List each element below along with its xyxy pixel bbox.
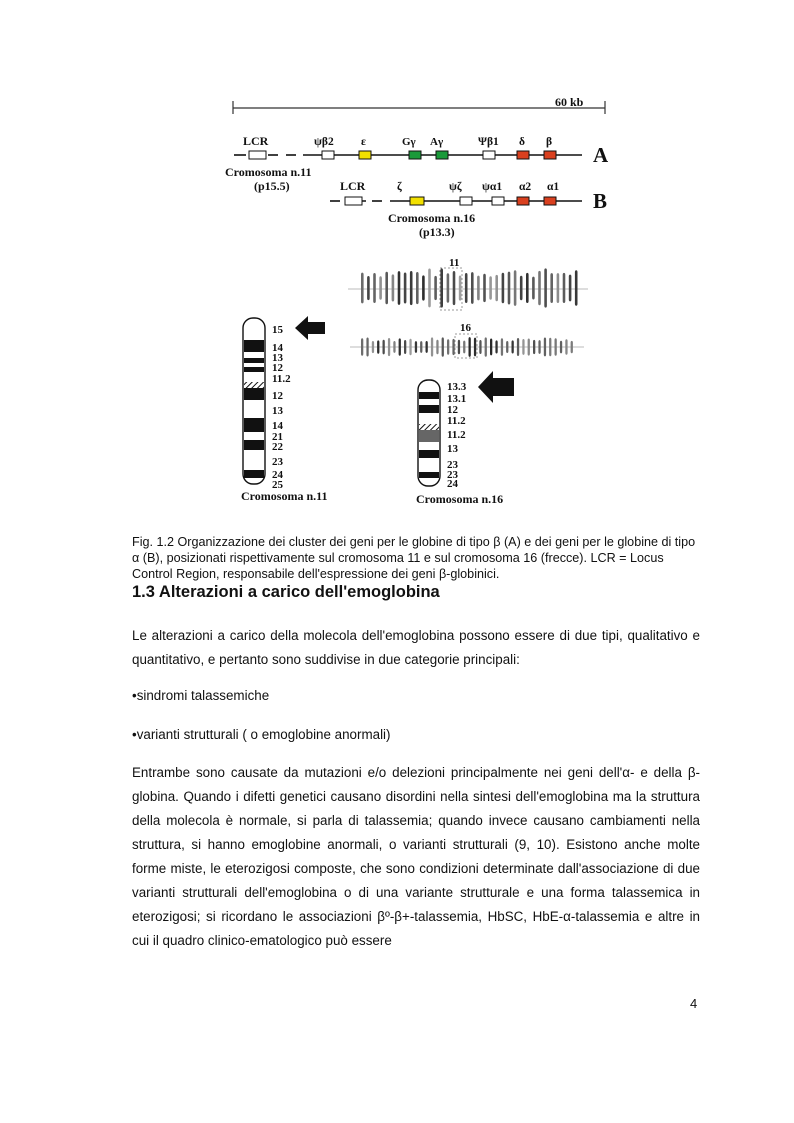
- karyotype-chromosome: [514, 270, 517, 306]
- karyotype-chromosome: [440, 268, 443, 307]
- karyotype-chromosome: [447, 273, 450, 303]
- karyotype-chromosome: [431, 337, 433, 356]
- ideogram-16-band: 13: [447, 443, 458, 455]
- gene-box-a-gamma: [436, 151, 448, 159]
- karyotype-chromosome: [533, 340, 535, 354]
- karyotype-chromosome: [416, 272, 419, 304]
- bullet-item: •varianti strutturali ( o emoglobine anormali): [132, 727, 391, 742]
- karyotype-chromosome: [458, 340, 460, 355]
- paragraph-body: Entrambe sono causate da mutazioni e/o delezioni principalmente nei geni dell'α- e della β-globina. Quando i difetti genetici causano disordini nella sintesi dell'emoglobina ma la struttura della molecola è normale, si parla di talassemia; quando invece causano cambiamenti nella struttura, si hanno emoglobine anormali, o varianti strutturali (9, 10). Esistono anche molte forme miste, le eterozigosi composte, che sono condizioni determinate dall'associazione di due varianti strutturali dell'emoglobina o di una variante strutturale e una forma talassemica in eterozigosi; si ricordano le associazioni βº-β+-talassemia, HbSC, HbE-α-talassemia e altre in cui il quadro clinico-ematologico può essere: [132, 765, 700, 948]
- karyotype-chromosome: [490, 339, 492, 356]
- karyotype-chromosome: [383, 340, 385, 355]
- gene-box-g-gamma: [409, 151, 421, 159]
- gene-label-psi-zeta: ψζ: [449, 181, 462, 193]
- ideogram-16-band: 12: [447, 404, 458, 416]
- paragraph-intro: Le alterazioni a carico della molecola dell'emoglobina possono essere di due tipi, qualitativo e quantitativo, e pertanto sono suddivise in due categorie principali:: [132, 628, 700, 667]
- karyotype-chromosome: [512, 340, 514, 353]
- ideogram-11-band: 14: [272, 420, 283, 432]
- ideogram-11-caption: Cromosoma n.11: [241, 489, 328, 503]
- karyotype-chromosome: [404, 340, 406, 354]
- karyotype-chromosome: [372, 341, 374, 353]
- ideogram-11-band: 22: [272, 441, 283, 453]
- gene-label-lcr-b: LCR: [340, 179, 366, 193]
- gene-label-lcr: LCR: [243, 134, 269, 148]
- karyotype-chromosome: [483, 274, 486, 302]
- arrow-chromosome-11: [295, 316, 325, 340]
- gene-box-alpha1: [544, 197, 556, 205]
- karyotype-chromosome: [393, 341, 395, 353]
- gene-box-epsilon: [359, 151, 371, 159]
- karyotype-chromosome: [495, 275, 498, 301]
- karyotype-chromosome: [361, 273, 364, 304]
- karyotype-chromosome: [399, 338, 401, 355]
- karyotype-chromosome: [420, 341, 422, 353]
- karyotype-chromosome: [538, 340, 540, 354]
- gene-label-epsilon: ε: [361, 136, 366, 148]
- karyotype-chromosome: [549, 338, 551, 356]
- ideogram-16-caption: Cromosoma n.16: [416, 492, 504, 506]
- karyotype-chromosome: [366, 338, 368, 357]
- karyotype-chromosome: [477, 276, 480, 301]
- section-title: 1.3 Alterazioni a carico dell'emoglobina: [132, 583, 440, 601]
- gene-label-zeta: ζ: [397, 181, 402, 193]
- karyotype-chromosome: [528, 339, 530, 356]
- karyotype-chromosome: [465, 273, 468, 303]
- ideogram-11-band: 11.2: [272, 373, 291, 385]
- karyotype-chromosome: [560, 341, 562, 354]
- ideogram-16-band: 11.2: [447, 429, 466, 441]
- karyotype-chromosome: [532, 277, 535, 300]
- ideogram-11-band: 21: [272, 431, 283, 443]
- karyotype-chromosome: [422, 275, 425, 300]
- karyotype-chromosome: [502, 273, 505, 304]
- karyotype-chromosome: [501, 338, 503, 356]
- karyotype-chromosome: [436, 340, 438, 355]
- cluster-b: [330, 179, 607, 239]
- karyotype-chromosome: [453, 271, 456, 305]
- karyotype-chromosome: [474, 338, 476, 357]
- ideogram-11-band: 25: [272, 479, 283, 491]
- gene-box-zeta: [410, 197, 424, 205]
- karyotype-chromosome: [361, 338, 363, 356]
- karyotype-label-11: 11: [449, 257, 460, 269]
- karyotype-chromosome: [447, 339, 449, 355]
- karyotype-chromosome: [506, 341, 508, 353]
- gene-label-delta: δ: [519, 136, 525, 148]
- chromosome-11-label: Cromosoma n.11: [225, 165, 312, 179]
- karyotype-chromosome: [569, 275, 572, 302]
- karyotype-image-11: [348, 268, 588, 310]
- gene-label-psi-alpha1: ψα1: [482, 181, 503, 193]
- gene-box-psi-beta2: [322, 151, 334, 159]
- karyotype-chromosome: [550, 273, 553, 303]
- karyotype-chromosome: [388, 338, 390, 356]
- karyotype-chromosome: [392, 274, 395, 301]
- karyotype-chromosome: [452, 339, 454, 355]
- gene-label-psi-beta1: Ψβ1: [478, 136, 499, 148]
- gene-box-psi-alpha1: [492, 197, 504, 205]
- karyotype-chromosome: [544, 268, 547, 307]
- ideogram-11-band: 12: [272, 362, 283, 374]
- karyotype-chromosome: [565, 339, 567, 354]
- karyotype-chromosome: [373, 273, 376, 303]
- row-label-b: B: [593, 189, 608, 213]
- karyotype-chromosome: [571, 341, 573, 353]
- karyotype-chromosome: [428, 269, 431, 308]
- ideogram-16-band: 24: [447, 478, 458, 490]
- karyotype-chromosome: [489, 276, 492, 299]
- karyotype-chromosome: [508, 272, 511, 305]
- karyotype-chromosome: [479, 340, 481, 354]
- karyotype-chromosome: [575, 270, 578, 305]
- karyotype-chromosome: [442, 337, 444, 356]
- karyotype-label-16: 16: [460, 322, 471, 334]
- karyotype-chromosome: [404, 273, 407, 304]
- ideogram-11-band: 13: [272, 405, 283, 417]
- ideogram-16-band: 11.2: [447, 415, 466, 427]
- ideogram-11-band: 13: [272, 352, 283, 364]
- karyotype-chromosome: [522, 339, 524, 355]
- karyotype-chromosome: [555, 338, 557, 356]
- karyotype-chromosome: [426, 341, 428, 353]
- karyotype-chromosome: [520, 276, 523, 300]
- ideogram-16-band: 23: [447, 459, 458, 471]
- chromosome-16-label: Cromosoma n.16: [388, 211, 476, 225]
- karyotype-chromosome: [526, 273, 529, 303]
- gene-box-delta: [517, 151, 529, 159]
- ideogram-11-band: 12: [272, 390, 283, 402]
- karyotype-chromosome: [415, 341, 417, 353]
- karyotype-image-16: [350, 334, 584, 358]
- gene-label-g-gamma: Gγ: [402, 136, 416, 148]
- arrow-chromosome-16: [478, 371, 514, 403]
- karyotype-chromosome: [459, 276, 462, 301]
- scale-label: 60 kb: [555, 95, 584, 109]
- gene-box-lcr: [249, 151, 266, 159]
- ideogram-11-band: 24: [272, 469, 283, 481]
- gene-label-psi-beta2: ψβ2: [314, 136, 334, 148]
- karyotype-chromosome: [377, 340, 379, 353]
- karyotype-chromosome: [379, 276, 382, 299]
- figure-caption: Fig. 1.2 Organizzazione dei cluster dei geni per le globine di tipo β (A) e dei geni per le globine di tipo α (B), posizionati rispettivamente sul cromosoma 11 e sul cromosoma 16 (frecce). LCR = Locus Control Region, responsabile dell'espressione dei geni β-globinici.: [132, 534, 696, 581]
- gene-box-psi-zeta: [460, 197, 472, 205]
- karyotype-chromosome: [471, 272, 474, 304]
- ideogram-11-band: 23: [272, 456, 283, 468]
- karyotype-chromosome: [398, 271, 401, 305]
- karyotype-chromosome: [544, 338, 546, 357]
- gene-box-alpha2: [517, 197, 529, 205]
- gene-label-alpha1: α1: [547, 181, 560, 193]
- karyotype-chromosome: [517, 338, 519, 356]
- karyotype-chromosome: [385, 272, 388, 305]
- ideogram-11-band: 14: [272, 342, 283, 354]
- gene-box-lcr-b: [345, 197, 362, 205]
- ideogram-16-band: 23: [447, 469, 458, 481]
- karyotype-chromosome: [409, 339, 411, 355]
- karyotype-chromosome: [495, 340, 497, 353]
- ideogram-11: [241, 318, 327, 503]
- karyotype-chromosome: [485, 337, 487, 356]
- gene-label-a-gamma: Aγ: [430, 136, 444, 148]
- karyotype-chromosome: [469, 337, 471, 357]
- ideogram-16-band: 13.1: [447, 393, 467, 405]
- row-label-a: A: [593, 143, 609, 167]
- ideogram-11-band: 15: [272, 324, 283, 336]
- karyotype-chromosome: [434, 276, 437, 300]
- karyotype-chromosome: [463, 341, 465, 354]
- karyotype-chromosome: [563, 273, 566, 303]
- karyotype-chromosome: [410, 271, 413, 305]
- band-p15-label: (p15.5): [254, 179, 290, 193]
- gene-box-beta: [544, 151, 556, 159]
- gene-box-psi-beta1: [483, 151, 495, 159]
- karyotype-chromosome: [538, 271, 541, 305]
- page-number: 4: [690, 996, 698, 1011]
- gene-label-alpha2: α2: [519, 181, 532, 193]
- scale-bar: [233, 95, 605, 114]
- gene-label-beta: β: [546, 136, 553, 148]
- ideogram-16-band: 13.3: [447, 381, 467, 393]
- karyotype-chromosome: [557, 273, 560, 303]
- bullet-item: •sindromi talassemiche: [132, 688, 270, 703]
- globin-cluster-figure: [0, 0, 794, 520]
- karyotype-chromosome: [367, 276, 370, 300]
- band-p13-label: (p13.3): [419, 225, 455, 239]
